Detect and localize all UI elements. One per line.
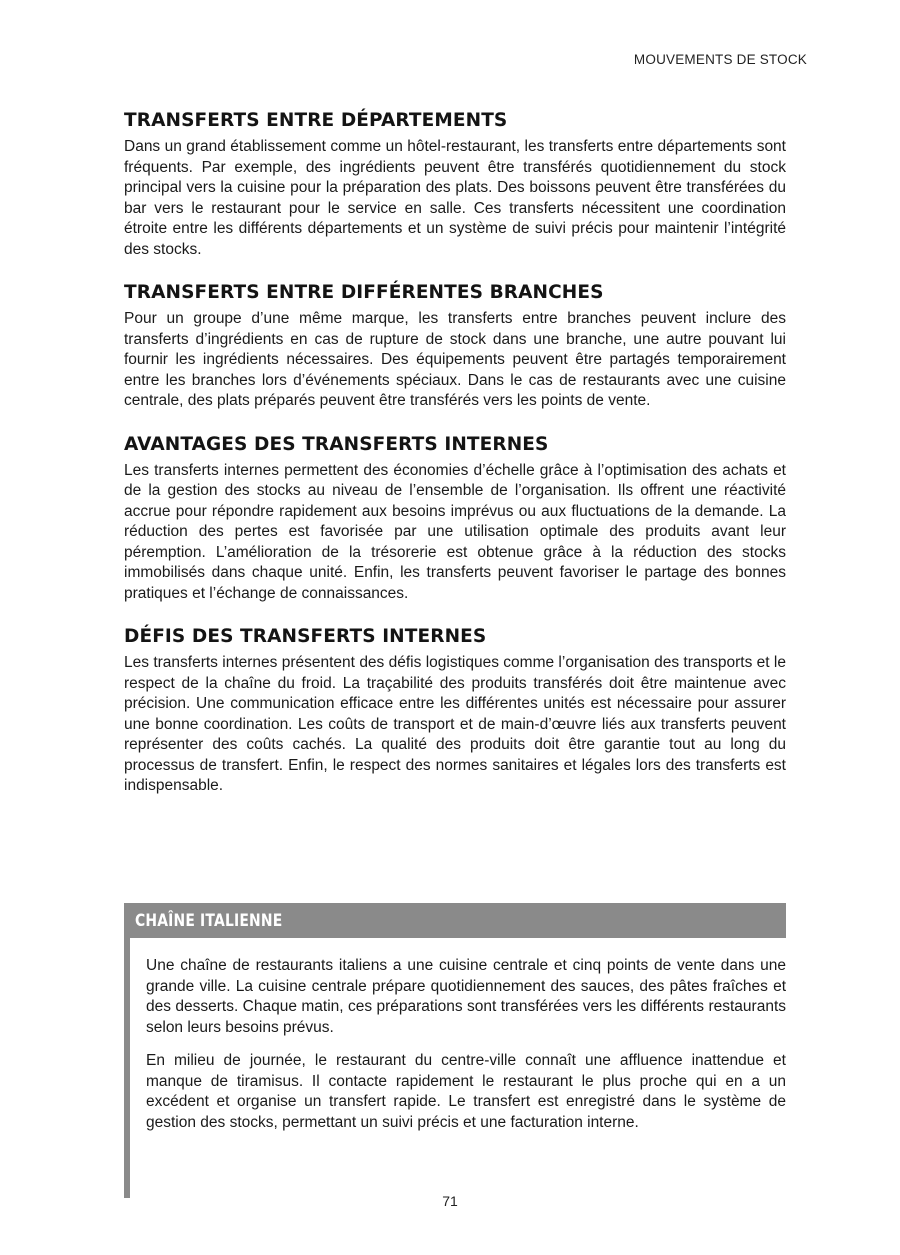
section-avantages (124, 432, 786, 605)
section-heading: TRANSFERTS ENTRE DÉPARTEMENTS (124, 110, 508, 131)
section-defis (124, 624, 786, 797)
callout-paragraph: En milieu de journée, le restaurant du centre-ville connaît une affluence inattendue et manque de tiramisus. Il contacte rapidement le restaurant le plus proche qui en a un excédent et organise un transfert rapide. Le transfert est enregistré dans le système de gestion des stocks, permettant un suivi précis et une facturation interne. (146, 1052, 786, 1131)
section-paragraph: Dans un grand établissement comme un hôtel-restaurant, les transferts entre départements sont fréquents. Par exemple, des ingrédients peuvent être transférés quotidiennement du stock principal vers la cuisine pour la préparation des plats. Des boissons peuvent être transférées du bar vers le restaurant pour le service en salle. Ces transferts nécessitent une coordination étroite entre les différents départements et un système de suivi précis pour maintenir l’intégrité des stocks. (124, 138, 786, 258)
section-paragraph: Les transferts internes permettent des économies d’échelle grâce à l’optimisation des achats et de la gestion des stocks au niveau de l’ensemble de l’organisation. Ils offrent une réactivité accrue pour répondre rapidement aux besoins imprévus ou aux fluctuations de la demande. La réduction des pertes est favorisée par une utilisation optimale des produits avant leur péremption. L’amélioration de la trésorerie est obtenue grâce à la réduction des stocks immobilisés dans chaque unité. Enfin, les transferts peuvent favoriser le partage des bonnes pratiques et l’échange de connaissances. (124, 461, 786, 602)
section-transferts-branches (124, 280, 786, 412)
running-header: MOUVEMENTS DE STOCK (633, 52, 807, 67)
section-transferts-departements (124, 108, 786, 260)
section-paragraph: Les transferts internes présentent des défis logistiques comme l’organisation des transports et le respect de la chaîne du froid. La traçabilité des produits transférés doit être maintenue avec précision. Une communication efficace entre les différentes unités est nécessaire pour assurer une bonne coordination. Les coûts de transport et de main-d’œuvre liés aux transferts peuvent représenter des coûts cachés. La qualité des produits doit être garantie tout au long du processus de transfert. Enfin, le respect des normes sanitaires et légales lors des transferts est indispensable. (124, 654, 786, 794)
section-heading: TRANSFERTS ENTRE DIFFÉRENTES BRANCHES (124, 282, 604, 303)
case-study-callout (124, 903, 786, 1198)
callout-body (124, 938, 786, 1198)
callout-title: CHAÎNE ITALIENNE (135, 910, 283, 931)
page-number: 71 (442, 1193, 458, 1209)
callout-header-bar (124, 903, 786, 938)
main-content (124, 108, 786, 817)
section-heading: DÉFIS DES TRANSFERTS INTERNES (124, 626, 487, 647)
section-heading: AVANTAGES DES TRANSFERTS INTERNES (124, 433, 549, 455)
callout-paragraph: Une chaîne de restaurants italiens a une cuisine centrale et cinq points de vente dans une grande ville. La cuisine centrale prépare quotidiennement des sauces, des pâtes fraîches et des desserts. Chaque matin, ces préparations sont transférées vers les différents restaurants selon leurs besoins prévus. (146, 957, 786, 1036)
section-paragraph: Pour un groupe d’une même marque, les transferts entre branches peuvent inclure des transferts d’ingrédients en cas de rupture de stock dans une branche, une autre pouvant lui fournir les ingrédients nécessaires. Des équipements peuvent être partagés temporairement entre les branches lors d’événements spéciaux. Dans le cas de restaurants avec une cuisine centrale, des plats préparés peuvent être transférés vers les points de vente. (124, 310, 786, 409)
